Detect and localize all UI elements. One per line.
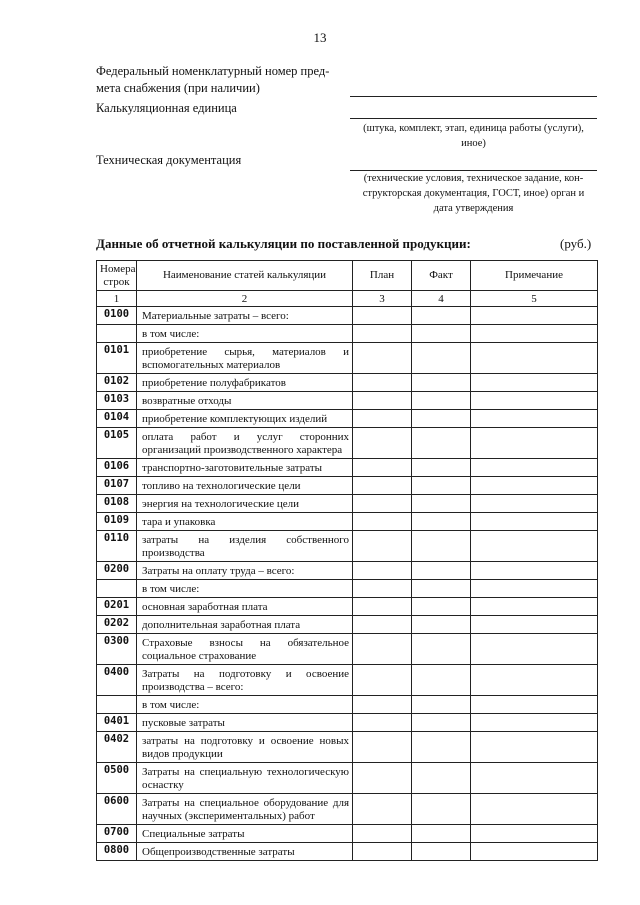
docs-label: Техническая документация	[96, 153, 242, 167]
table-row	[97, 580, 598, 598]
row-name: Затраты на оплату труда – всего:	[137, 562, 353, 580]
fact-cell[interactable]	[412, 374, 471, 392]
row-code	[97, 696, 137, 714]
row-name: энергия на технологические цели	[137, 495, 353, 513]
note-cell[interactable]	[471, 459, 598, 477]
header-code: Номера строк	[97, 261, 137, 291]
plan-cell[interactable]	[353, 665, 412, 696]
plan-cell[interactable]	[353, 325, 412, 343]
fact-cell[interactable]	[412, 825, 471, 843]
note-cell[interactable]	[471, 307, 598, 325]
plan-cell[interactable]	[353, 580, 412, 598]
plan-cell[interactable]	[353, 763, 412, 794]
header-plan: План	[353, 261, 412, 291]
note-cell[interactable]	[471, 562, 598, 580]
row-name: затраты на подготовку и освоение новых видов продукции	[137, 732, 353, 763]
fact-cell[interactable]	[412, 665, 471, 696]
fact-cell[interactable]	[412, 343, 471, 374]
docs-note-line1: (технические условия, техническое задание, кон-	[363, 173, 584, 184]
fact-cell[interactable]	[412, 634, 471, 665]
row-code: 0105	[97, 428, 137, 459]
row-code: 0108	[97, 495, 137, 513]
plan-cell[interactable]	[353, 410, 412, 428]
page-number: 13	[313, 30, 327, 45]
table-header-row	[97, 261, 598, 291]
row-code: 0109	[97, 513, 137, 531]
table-row	[97, 616, 598, 634]
row-code	[97, 325, 137, 343]
plan-cell[interactable]	[353, 825, 412, 843]
docs-note-line3: дата утверждения	[433, 203, 514, 214]
plan-cell[interactable]	[353, 513, 412, 531]
column-number: 2	[137, 291, 353, 307]
nomenclature-number-line	[350, 96, 597, 97]
plan-cell[interactable]	[353, 696, 412, 714]
nomenclature-label-line2: мета снабжения (при наличии)	[96, 81, 260, 95]
note-cell[interactable]	[471, 634, 598, 665]
header-note: Примечание	[471, 261, 598, 291]
row-name: Материальные затраты – всего:	[137, 307, 353, 325]
row-name: в том числе:	[137, 325, 353, 343]
note-cell[interactable]	[471, 531, 598, 562]
row-name: оплата работ и услуг сторонних организаций производственного характера	[137, 428, 353, 459]
table-row	[97, 634, 598, 665]
fact-cell[interactable]	[412, 392, 471, 410]
fact-cell[interactable]	[412, 495, 471, 513]
fact-cell[interactable]	[412, 763, 471, 794]
fact-cell[interactable]	[412, 513, 471, 531]
unit-line	[350, 118, 597, 119]
row-code: 0201	[97, 598, 137, 616]
table-row	[97, 763, 598, 794]
row-name: приобретение полуфабрикатов	[137, 374, 353, 392]
fact-cell[interactable]	[412, 714, 471, 732]
table-row	[97, 665, 598, 696]
row-name: топливо на технологические цели	[137, 477, 353, 495]
column-number: 5	[471, 291, 598, 307]
row-name: дополнительная заработная плата	[137, 616, 353, 634]
plan-cell[interactable]	[353, 392, 412, 410]
table-row	[97, 732, 598, 763]
row-code: 0800	[97, 843, 137, 861]
row-name: Специальные затраты	[137, 825, 353, 843]
fact-cell[interactable]	[412, 794, 471, 825]
table-row	[97, 459, 598, 477]
plan-cell[interactable]	[353, 732, 412, 763]
note-cell[interactable]	[471, 763, 598, 794]
row-name: приобретение сырья, материалов и вспомогательных материалов	[137, 343, 353, 374]
row-name: затраты на изделия собственного производства	[137, 531, 353, 562]
fact-cell[interactable]	[412, 696, 471, 714]
note-cell[interactable]	[471, 428, 598, 459]
note-cell[interactable]	[471, 598, 598, 616]
table-row	[97, 392, 598, 410]
calculation-table	[96, 260, 598, 861]
table-row	[97, 428, 598, 459]
table-row	[97, 531, 598, 562]
table-row	[97, 307, 598, 325]
note-cell[interactable]	[471, 477, 598, 495]
plan-cell[interactable]	[353, 495, 412, 513]
unit-note-line1: (штука, комплект, этап, единица работы (услуги),	[363, 123, 584, 134]
note-cell[interactable]	[471, 325, 598, 343]
table-row	[97, 513, 598, 531]
plan-cell[interactable]	[353, 307, 412, 325]
plan-cell[interactable]	[353, 459, 412, 477]
row-name: Затраты на специальное оборудование для научных (экспериментальных) работ	[137, 794, 353, 825]
note-cell[interactable]	[471, 580, 598, 598]
plan-cell[interactable]	[353, 343, 412, 374]
plan-cell[interactable]	[353, 616, 412, 634]
note-cell[interactable]	[471, 696, 598, 714]
column-number-row	[97, 291, 598, 307]
header-fact: Факт	[412, 261, 471, 291]
row-code: 0107	[97, 477, 137, 495]
row-name: основная заработная плата	[137, 598, 353, 616]
table-row	[97, 325, 598, 343]
docs-note-line2: структорская документация, ГОСТ, иное) орган и	[362, 188, 585, 199]
fact-cell[interactable]	[412, 325, 471, 343]
plan-cell[interactable]	[353, 714, 412, 732]
note-cell[interactable]	[471, 714, 598, 732]
note-cell[interactable]	[471, 825, 598, 843]
nomenclature-label-line1: Федеральный номенклатурный номер пред-	[96, 64, 330, 78]
fact-cell[interactable]	[412, 459, 471, 477]
note-cell[interactable]	[471, 495, 598, 513]
fact-cell[interactable]	[412, 732, 471, 763]
section-title: Данные об отчетной калькуляции по поставленной продукции:	[96, 236, 471, 251]
row-name: Страховые взносы на обязательное социальное страхование	[137, 634, 353, 665]
table-row	[97, 714, 598, 732]
row-name: пусковые затраты	[137, 714, 353, 732]
row-name: приобретение комплектующих изделий	[137, 410, 353, 428]
fact-cell[interactable]	[412, 477, 471, 495]
row-code: 0402	[97, 732, 137, 763]
note-cell[interactable]	[471, 513, 598, 531]
note-cell[interactable]	[471, 843, 598, 861]
note-cell[interactable]	[471, 794, 598, 825]
plan-cell[interactable]	[353, 794, 412, 825]
note-cell[interactable]	[471, 343, 598, 374]
unit-label: Калькуляционная единица	[96, 101, 237, 115]
row-name: тара и упаковка	[137, 513, 353, 531]
fact-cell[interactable]	[412, 843, 471, 861]
currency-unit: (руб.)	[560, 236, 592, 251]
row-code: 0300	[97, 634, 137, 665]
note-cell[interactable]	[471, 392, 598, 410]
plan-cell[interactable]	[353, 477, 412, 495]
fact-cell[interactable]	[412, 531, 471, 562]
table-body	[97, 307, 598, 861]
table-row	[97, 825, 598, 843]
table-row	[97, 562, 598, 580]
fact-cell[interactable]	[412, 616, 471, 634]
row-name: Затраты на подготовку и освоение производства – всего:	[137, 665, 353, 696]
table-row	[97, 477, 598, 495]
table-row	[97, 794, 598, 825]
row-code: 0102	[97, 374, 137, 392]
row-code: 0400	[97, 665, 137, 696]
table-row	[97, 843, 598, 861]
row-name: в том числе:	[137, 696, 353, 714]
column-number: 4	[412, 291, 471, 307]
row-code: 0200	[97, 562, 137, 580]
table-row	[97, 410, 598, 428]
row-code	[97, 580, 137, 598]
plan-cell[interactable]	[353, 634, 412, 665]
row-code: 0600	[97, 794, 137, 825]
header-name: Наименование статей калькуляции	[137, 261, 353, 291]
table-row	[97, 598, 598, 616]
fact-cell[interactable]	[412, 562, 471, 580]
fact-cell[interactable]	[412, 580, 471, 598]
note-cell[interactable]	[471, 616, 598, 634]
table-row	[97, 495, 598, 513]
table-row	[97, 343, 598, 374]
row-code: 0103	[97, 392, 137, 410]
row-code: 0401	[97, 714, 137, 732]
row-code: 0106	[97, 459, 137, 477]
row-code: 0101	[97, 343, 137, 374]
row-code: 0700	[97, 825, 137, 843]
plan-cell[interactable]	[353, 562, 412, 580]
row-name: транспортно-заготовительные затраты	[137, 459, 353, 477]
row-code: 0100	[97, 307, 137, 325]
plan-cell[interactable]	[353, 598, 412, 616]
fact-cell[interactable]	[412, 598, 471, 616]
plan-cell[interactable]	[353, 374, 412, 392]
plan-cell[interactable]	[353, 428, 412, 459]
fact-cell[interactable]	[412, 410, 471, 428]
row-name: Общепроизводственные затраты	[137, 843, 353, 861]
note-cell[interactable]	[471, 665, 598, 696]
note-cell[interactable]	[471, 410, 598, 428]
row-name: Затраты на специальную технологическую оснастку	[137, 763, 353, 794]
table-row	[97, 374, 598, 392]
row-code: 0110	[97, 531, 137, 562]
column-number: 1	[97, 291, 137, 307]
table-row	[97, 696, 598, 714]
column-number: 3	[353, 291, 412, 307]
plan-cell[interactable]	[353, 531, 412, 562]
row-name: в том числе:	[137, 580, 353, 598]
row-code: 0104	[97, 410, 137, 428]
row-code: 0500	[97, 763, 137, 794]
row-code: 0202	[97, 616, 137, 634]
fact-cell[interactable]	[412, 428, 471, 459]
plan-cell[interactable]	[353, 843, 412, 861]
fact-cell[interactable]	[412, 307, 471, 325]
unit-note-line2: иное)	[461, 138, 486, 149]
note-cell[interactable]	[471, 732, 598, 763]
note-cell[interactable]	[471, 374, 598, 392]
row-name: возвратные отходы	[137, 392, 353, 410]
